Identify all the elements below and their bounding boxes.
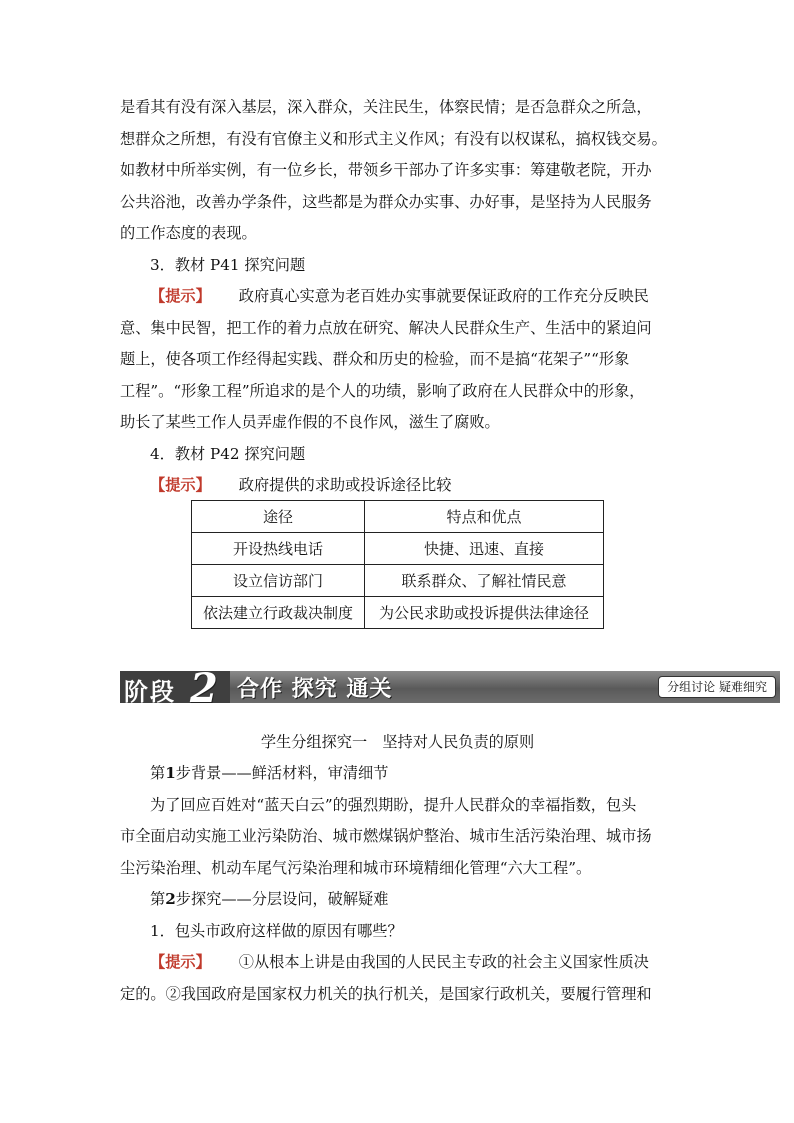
banner-stage-label: 阶段 [124, 678, 176, 706]
stage-banner [120, 665, 780, 712]
table-cell: 设立信访部门 [192, 565, 365, 597]
banner-tag: 分组讨论 疑难细究 [658, 676, 776, 698]
table-row [192, 565, 604, 597]
hint-line [120, 947, 675, 979]
section-title: 学生分组探究一 坚持对人民负责的原则 [260, 733, 535, 751]
text-line: 为了回应百姓对“蓝天白云”的强烈期盼，提升人民群众的幸福指数，包头 [150, 795, 637, 814]
text-line: 助长了某些工作人员弄虚作假的不良作风，滋生了腐败。 [120, 413, 500, 431]
step-number: 2 [165, 890, 176, 908]
page-body-bottom [120, 758, 675, 1010]
table-row [192, 533, 604, 565]
text-line: 如教材中所举实例，有一位乡长，带领乡干部办了许多实事：筹建敬老院，开办 [120, 161, 652, 179]
table-cell: 联系群众、了解社情民意 [365, 565, 604, 597]
step-text: 步背景——鲜活材料，审清细节 [175, 764, 389, 782]
hint-label: 【提示】 [150, 287, 211, 305]
table-cell: 开设热线电话 [192, 533, 365, 565]
banner-stage-number: 2 [190, 665, 218, 712]
text-line: 的工作态度的表现。 [120, 224, 257, 242]
comparison-table [191, 500, 604, 629]
text-line: 想群众之所想，有没有官僚主义和形式主义作风；有没有以权谋私，搞权钱交易。 [120, 129, 667, 148]
table-header-cell: 途径 [192, 501, 365, 533]
hint-label: 【提示】 [150, 953, 211, 971]
banner-title: 合作 探究 通关 [237, 676, 393, 702]
text-line: 题上，使各项工作经得起实践、群众和历史的检验，而不是搞“花架子”“形象 [120, 350, 630, 368]
step-prefix: 第 [150, 890, 166, 908]
table-cell: 快捷、迅速、直接 [365, 533, 604, 565]
item-heading-4: 4．教材 P42 探究问题 [150, 444, 306, 463]
step-number: 1 [165, 764, 176, 782]
page-body-top [120, 92, 675, 502]
table-header-row [192, 501, 604, 533]
step-heading-1 [120, 758, 675, 790]
table-cell: 为公民求助或投诉提供法律途径 [365, 597, 604, 629]
text-line: 是看其有没有深入基层，深入群众，关注民生，体察民情；是否急群众之所急， [120, 98, 652, 116]
hint-line [120, 281, 675, 313]
hint-line [120, 470, 675, 502]
hint-text: 政府真心实意为老百姓办实事就要保证政府的工作充分反映民 [238, 287, 649, 305]
step-heading-2 [120, 884, 675, 916]
table-header-cell: 特点和优点 [365, 501, 604, 533]
hint-text: 政府提供的求助或投诉途径比较 [238, 476, 452, 494]
hint-label: 【提示】 [150, 476, 211, 494]
table-cell: 依法建立行政裁决制度 [192, 597, 365, 629]
step-text: 步探究——分层设问，破解疑难 [175, 890, 389, 908]
question-1: 1．包头市政府这样做的原因有哪些？ [150, 921, 403, 940]
text-line: 尘污染治理、机动车尾气污染治理和城市环境精细化管理“六大工程”。 [120, 858, 592, 877]
table-row [192, 597, 604, 629]
item-heading-3: 3．教材 P41 探究问题 [150, 255, 306, 274]
text-line: 工程”。“形象工程”所追求的是个人的功绩，影响了政府在人民群众中的形象， [120, 381, 645, 400]
text-line: 市全面启动实施工业污染防治、城市燃煤锅炉整治、城市生活污染治理、城市扬 [120, 827, 652, 845]
text-line: 公共浴池，改善办学条件，这些都是为群众办实事、办好事，是坚持为人民服务 [120, 192, 652, 211]
text-line: 意、集中民智，把工作的着力点放在研究、解决人民群众生产、生活中的紧迫问 [120, 318, 652, 337]
step-prefix: 第 [150, 764, 166, 782]
text-line: 定的。②我国政府是国家权力机关的执行机关，是国家行政机关，要履行管理和 [120, 984, 652, 1003]
hint-text: ①从根本上讲是由我国的人民民主专政的社会主义国家性质决 [238, 953, 649, 971]
